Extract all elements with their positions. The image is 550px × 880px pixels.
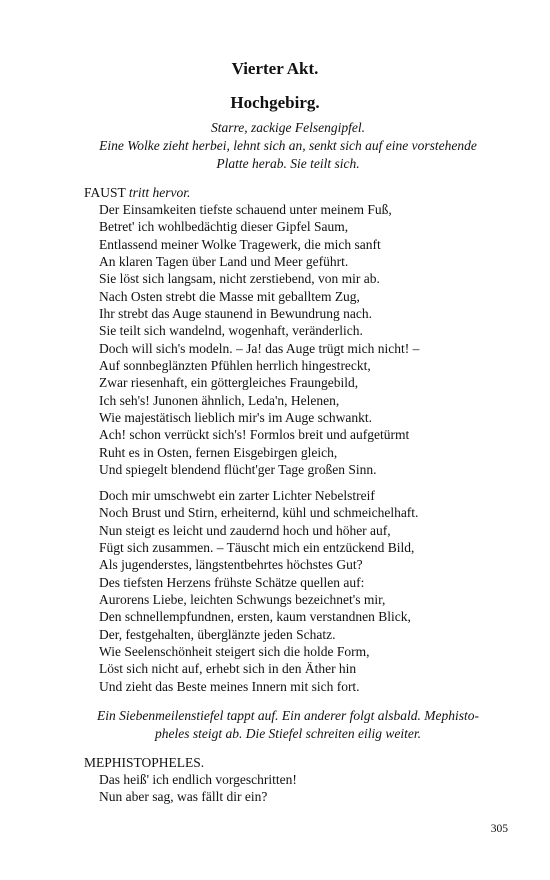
- verse-line: Als jugenderstes, längstentbehrtes höchstes Gut?: [99, 557, 363, 573]
- verse-line: Betret' ich wohlbedächtig dieser Gipfel Saum,: [99, 219, 349, 235]
- verse-line: Doch will sich's modeln. – Ja! das Auge trügt mich nicht! –: [99, 340, 420, 356]
- verse-stanza-2: [99, 487, 418, 695]
- stage-direction-line: Starre, zackige Felsengipfel.: [211, 120, 365, 135]
- verse-line: Löst sich nicht auf, erhebt sich in den Äther hin: [99, 661, 357, 677]
- speaker-name: FAUST: [84, 185, 126, 200]
- verse-line: Und spiegelt blendend flücht'ger Tage großen Sinn.: [99, 462, 377, 478]
- verse-line: Den schnellempfundnen, ersten, kaum verstandnen Blick,: [99, 609, 411, 625]
- verse-line: Zwar riesenhaft, ein göttergleiches Fraungebild,: [99, 375, 359, 391]
- stage-direction-line: Ein Siebenmeilenstiefel tappt auf. Ein anderer folgt alsbald. Mephisto-: [97, 708, 479, 723]
- verse-line: Ach! schon verrückt sich's! Formlos breit und aufgetürmt: [99, 427, 410, 443]
- verse-line: Sie teilt sich wandelnd, wogenhaft, veränderlich.: [99, 323, 363, 339]
- verse-line: Ruht es in Osten, fernen Eisgebirgen gleich,: [99, 444, 338, 460]
- stage-direction-line: Eine Wolke zieht herbei, lehnt sich an, senkt sich auf eine vorstehende: [99, 138, 477, 153]
- verse-line: Nun steigt es leicht und zaudernd hoch und höher auf,: [99, 522, 391, 538]
- page-number: 305: [490, 823, 508, 835]
- verse-line: Auf sonnbeglänzten Pfühlen herrlich hingestreckt,: [99, 358, 371, 374]
- verse-line: Wie Seelenschönheit steigert sich die holde Form,: [99, 644, 370, 660]
- verse-line: Nach Osten strebt die Masse mit geballtem Zug,: [99, 288, 360, 304]
- verse-line: An klaren Tagen über Land und Meer geführt.: [99, 254, 349, 270]
- verse-line: Noch Brust und Stirn, erheiternd, kühl und schmeichelhaft.: [99, 505, 419, 521]
- verse-line: Entlassend meiner Wolke Tragewerk, die mich sanft: [99, 236, 381, 252]
- speaker-direction: tritt hervor.: [128, 185, 191, 200]
- verse-line: Das heiß' ich endlich vorgeschritten!: [99, 772, 297, 787]
- verse-stanza-3: [99, 771, 297, 806]
- verse-line: Ihr strebt das Auge staunend in Bewundrung nach.: [99, 306, 372, 322]
- verse-line: Und zieht das Beste meines Innern mit sich fort.: [99, 678, 360, 694]
- verse-line: Fügt sich zusammen. – Täuscht mich ein entzückend Bild,: [99, 540, 415, 556]
- speaker-mephistopheles: MEPHISTOPHELES.: [84, 755, 205, 770]
- verse-line: Sie löst sich langsam, nicht zerstiebend, von mir ab.: [99, 271, 380, 287]
- verse-stanza-1: [99, 201, 419, 479]
- verse-line: Wie majestätisch lieblich mir's im Auge schwankt.: [99, 410, 372, 426]
- verse-line: Nun aber sag, was fällt dir ein?: [99, 789, 268, 805]
- opening-stage-direction: [70, 119, 506, 173]
- second-stage-direction: [70, 707, 506, 743]
- stage-direction-line: Platte herab. Sie teilt sich.: [216, 156, 360, 171]
- verse-line: Der Einsamkeiten tiefste schauend unter meinem Fuß,: [99, 202, 392, 217]
- verse-line: Der, festgehalten, überglänzte jeden Schatz.: [99, 626, 336, 642]
- act-title: Vierter Akt.: [231, 59, 319, 78]
- verse-line: Doch mir umschwebt ein zarter Lichter Nebelstreif: [99, 488, 375, 503]
- verse-line: Aurorens Liebe, leichten Schwungs bezeichnet's mir,: [99, 592, 386, 608]
- verse-line: Ich seh's! Junonen ähnlich, Leda'n, Helenen,: [99, 392, 340, 408]
- speaker-faust: [84, 184, 190, 202]
- scene-title: Hochgebirg.: [230, 93, 320, 112]
- verse-line: Des tiefsten Herzens frühste Schätze quellen auf:: [99, 574, 365, 590]
- stage-direction-line: pheles steigt ab. Die Stiefel schreiten eilig weiter.: [154, 726, 422, 741]
